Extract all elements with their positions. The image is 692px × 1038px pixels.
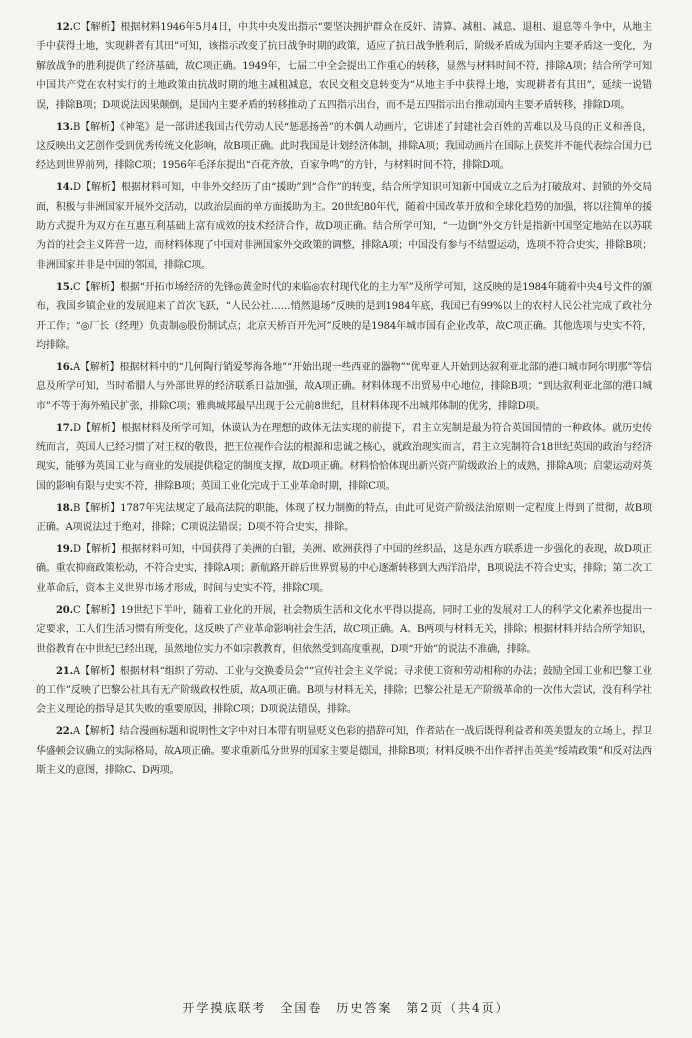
answer-entry — [36, 419, 652, 497]
question-number: 18. — [56, 502, 73, 514]
question-number: 13. — [56, 121, 73, 133]
question-number: 14. — [56, 182, 73, 194]
page-footer: 开学摸底联考 全国卷 历史答案 第2页（共4页） — [182, 1001, 510, 1015]
answer-entry — [36, 18, 652, 115]
answer-text: A【解析】根据材料“组织了劳动、工业与交换委员会”“宣传社会主义学说；寻求使工资和劳动相称的办法；鼓励全国工业和巴黎工业的工作”反映了巴黎公社具有无产阶级政权性质，故A项正确。B项与材料无关，排除；巴黎公社是无产阶级革命的一次伟大尝试，没有科学社会主义理论的指导是其失败的重要原因，排除C项；D项说法错误，排除。 — [36, 665, 652, 716]
question-number: 21. — [56, 665, 73, 677]
answer-entry — [36, 662, 652, 720]
answer-text: A【解析】结合漫画标题和说明性文字中对日本带有明显贬义色彩的措辞可知，作者站在一战后既得利益者和英美盟友的立场上，捍卫华盛顿会议确立的实际格局，故A项正确。要求重新瓜分世界的国家主要是德国，排除B项；材料反映不出作者抨击英美“绥靖政策”和反对法西斯主义的意图，排除C、D两项。 — [36, 726, 652, 777]
question-number: 15. — [56, 281, 73, 293]
answer-text: B【解析】《神笔》是一部讲述我国古代劳动人民“惩恶扬善”的木偶人动画片，它讲述了封建社会百姓的苦难以及马良的正义和善良，这反映出文艺创作受到优秀传统文化影响，故B项正确。此时我国是计划经济体制，排除A项；我国动画片在国际上获奖并不能代表综合国力已经达到世界前列，排除C项；1956年毛泽东提出“百花齐放，百家争鸣”的方针，与材料时间不符，排除D项。 — [36, 121, 652, 172]
answer-text: C【解析】根据材料1946年5月4日，中共中央发出指示“要坚决拥护群众在反奸、清算、减租、减息、退租、退息等斗争中，从地主手中获得土地，实现耕者有其田”可知，该指示改变了抗日战争时期的政策，适应了抗日战争胜利后，阶级矛盾成为国内主要矛盾这一变化，为解放战争的胜利提供了经济基础，故C项正确。1949年，七届二中全会提出工作重心的转移，显然与材料时间不符，排除A项；结合所学可知中国共产党在农村实行的土地政策由抗战时期的地主减租减息，农民交租交息转变为“从地主手中获得土地，实现耕者有其田”，延续一说错误，排除B项；D项说法因果颠倒，是国内主要矛盾的转移推动了五四指示出台，而不是五四指示出台推动国内主要矛盾转移，排除D项。 — [36, 22, 652, 111]
answer-entry — [36, 118, 652, 176]
answer-entry — [36, 540, 652, 598]
question-number: 19. — [56, 544, 73, 556]
answer-text: B【解析】1787年宪法规定了最高法院的职能，体现了权力制衡的特点，由此可见资产阶级法治原则一定程度上得到了贯彻，故B项正确。A项说法过于绝对，排除；C项说法错误；D项不符合史实，排除。 — [36, 502, 652, 534]
question-number: 22. — [56, 726, 73, 738]
answer-text: C【解析】根据“开拓市场经济的先锋◎黄金时代的来临◎农村现代化的主力军”及所学可知，这反映的是1984年随着中央4号文件的颁布，我国乡镇企业的发展迎来了首次飞跃，“人民公社……悄然退场”反映的是到1984年底，我国已有99%以上的农村人民公社完成了政社分开工作；“◎厂长（经理）负责制◎股份制试点；北京天桥百开先河”反映的是1984年城市国有企业改革，故C项正确。其他选项与史实不符，均排除。 — [36, 281, 652, 351]
answer-entry — [36, 358, 652, 416]
question-number: 16. — [56, 361, 73, 373]
answer-list — [36, 18, 652, 780]
answer-text: C【解析】19世纪下半叶，随着工业化的开展，社会物质生活和文化水平得以提高，同时工业的发展对工人的科学文化素养也提出一定要求，工人们生活习惯有所变化，这反映了产业革命影响社会生活，故C项正确。A、B两项与材料无关，排除；根据材料并结合所学知识，世俗教育在中世纪已经出现，虽然地位实力不如宗教教育，但依然受到高度重视，D项“开始”的说法不准确，排除。 — [36, 604, 652, 655]
answer-entry — [36, 601, 652, 659]
answer-text: D【解析】根据材料可知，中非外交经历了由“援助”到“合作”的转变，结合所学知识可知新中国成立之后为打破敌对、封锁的外交局面，积极与非洲国家开展外交活动，以政治层面的单方面援助为主。20世纪80年代，随着中国改革开放和全球化趋势的加强，将以往简单的援助方式提升为双方在互惠互利基础上富有成效的技术经济合作，故D项正确。结合所学可知，“一边倒”外交方针是指新中国坚定地站在以苏联为首的社会主义阵营一边，而材料体现了中国对非洲国家外交政策的调整，排除A项；中国没有参与不结盟运动，选项不符合史实，排除B项；非洲国家并非是中国的邻国，排除C项。 — [36, 182, 652, 271]
question-number: 12. — [56, 22, 73, 33]
answer-entry — [36, 278, 652, 356]
answer-text: D【解析】根据材料及所学可知，休谟认为在理想的政体无法实现的前提下，君主立宪制是最为符合英国国情的一种政体。就历史传统而言，英国人已经习惯了对王权的敬畏，把王位视作合法的根源和忠诚之核心，就政治现实而言，君主立宪制符合18世纪英国的政治与经济现实，能够为英国工业与商业的发展提供稳定的制度支撑，故D项正确。材料恰恰体现出新兴资产阶级政治上的成熟，排除A项；启蒙运动对英国的影响有限与史实不符，排除B项；英国工业化完成于工业革命时期，排除C项。 — [36, 422, 652, 492]
answer-entry — [36, 722, 652, 780]
question-number: 17. — [56, 422, 73, 434]
answer-entry — [36, 178, 652, 275]
question-number: 20. — [56, 604, 73, 616]
answer-text: A【解析】根据材料中的“几何陶行销爱琴海各地”“开始出现一些西亚的器物”“优卑亚人开始到达叙利亚北部的港口城市阿尔明那”等信息及所学可知，当时希腊人与外部世界的经济联系日益加强，故A项正确。材料体现不出贸易中心地位，排除B项；“到达叙利亚北部的港口城市”不等于海外殖民扩张，排除C项；雅典城邦最早出现于公元前8世纪，且材料体现不出城邦体制的优劣，排除D项。 — [36, 361, 652, 412]
answer-entry — [36, 499, 652, 538]
answer-text: D【解析】根据材料可知，中国获得了美洲的白银，美洲、欧洲获得了中国的丝织品，这是东西方联系进一步强化的表现，故D项正确。重农抑商政策松动，不符合史实，排除A项；新航路开辟后世界贸易的中心逐渐转移到大西洋沿岸，B项说法不符合史实，排除；第二次工业革命后，资本主义世界市场才形成，时间与史实不符，排除C项。 — [36, 544, 652, 594]
